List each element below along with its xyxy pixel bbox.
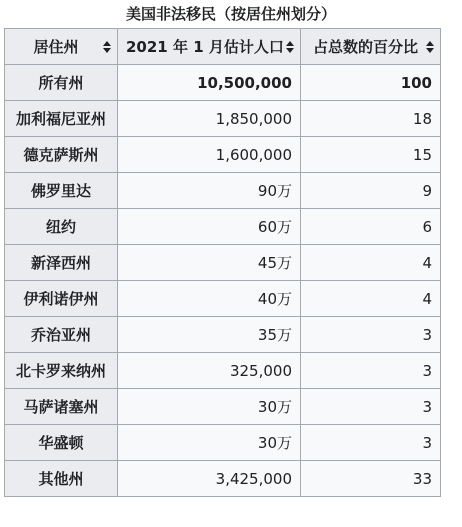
population-cell: 10,500,000	[118, 65, 301, 101]
table-row	[5, 461, 441, 497]
population-cell: 325,000	[118, 353, 301, 389]
percent-cell: 33	[301, 461, 441, 497]
state-cell: 纽约	[5, 209, 118, 245]
table-row	[5, 65, 441, 101]
state-cell: 伊利诺伊州	[5, 281, 118, 317]
percent-cell: 3	[301, 317, 441, 353]
column-header-state[interactable]	[5, 29, 118, 65]
state-cell: 其他州	[5, 461, 118, 497]
column-header-label: 2021 年 1 月估计人口	[126, 38, 284, 56]
table-row	[5, 245, 441, 281]
population-cell: 90万	[118, 173, 301, 209]
column-header-label: 占总数的百分比	[312, 38, 418, 56]
table-row	[5, 425, 441, 461]
state-cell: 德克萨斯州	[5, 137, 118, 173]
sort-icon[interactable]	[286, 41, 294, 53]
immigration-table	[4, 28, 441, 497]
percent-cell: 3	[301, 389, 441, 425]
table-row	[5, 101, 441, 137]
state-cell: 佛罗里达	[5, 173, 118, 209]
percent-cell: 18	[301, 101, 441, 137]
column-header-label: 居住州	[33, 38, 79, 56]
state-cell: 乔治亚州	[5, 317, 118, 353]
table-row	[5, 281, 441, 317]
table-row	[5, 389, 441, 425]
table-caption: 美国非法移民（按居住州划分）	[125, 5, 336, 23]
percent-cell: 9	[301, 173, 441, 209]
table-row	[5, 353, 441, 389]
population-cell: 60万	[118, 209, 301, 245]
header-row	[5, 29, 441, 65]
table-row	[5, 317, 441, 353]
state-cell: 所有州	[5, 65, 118, 101]
population-cell: 30万	[118, 425, 301, 461]
percent-cell: 15	[301, 137, 441, 173]
state-cell: 马萨诸塞州	[5, 389, 118, 425]
population-cell: 3,425,000	[118, 461, 301, 497]
population-cell: 1,850,000	[118, 101, 301, 137]
state-cell: 华盛顿	[5, 425, 118, 461]
state-cell: 加利福尼亚州	[5, 101, 118, 137]
percent-cell: 4	[301, 281, 441, 317]
population-cell: 35万	[118, 317, 301, 353]
percent-cell: 4	[301, 245, 441, 281]
column-header-population[interactable]	[118, 29, 301, 65]
population-cell: 1,600,000	[118, 137, 301, 173]
state-cell: 北卡罗来纳州	[5, 353, 118, 389]
sort-icon[interactable]	[103, 41, 111, 53]
table-row	[5, 173, 441, 209]
percent-cell: 3	[301, 425, 441, 461]
table-row	[5, 137, 441, 173]
column-header-percent[interactable]	[301, 29, 441, 65]
sort-icon[interactable]	[426, 41, 434, 53]
state-cell: 新泽西州	[5, 245, 118, 281]
population-cell: 30万	[118, 389, 301, 425]
percent-cell: 100	[301, 65, 441, 101]
table-row	[5, 209, 441, 245]
table-body	[5, 65, 441, 497]
population-cell: 45万	[118, 245, 301, 281]
percent-cell: 6	[301, 209, 441, 245]
population-cell: 40万	[118, 281, 301, 317]
percent-cell: 3	[301, 353, 441, 389]
